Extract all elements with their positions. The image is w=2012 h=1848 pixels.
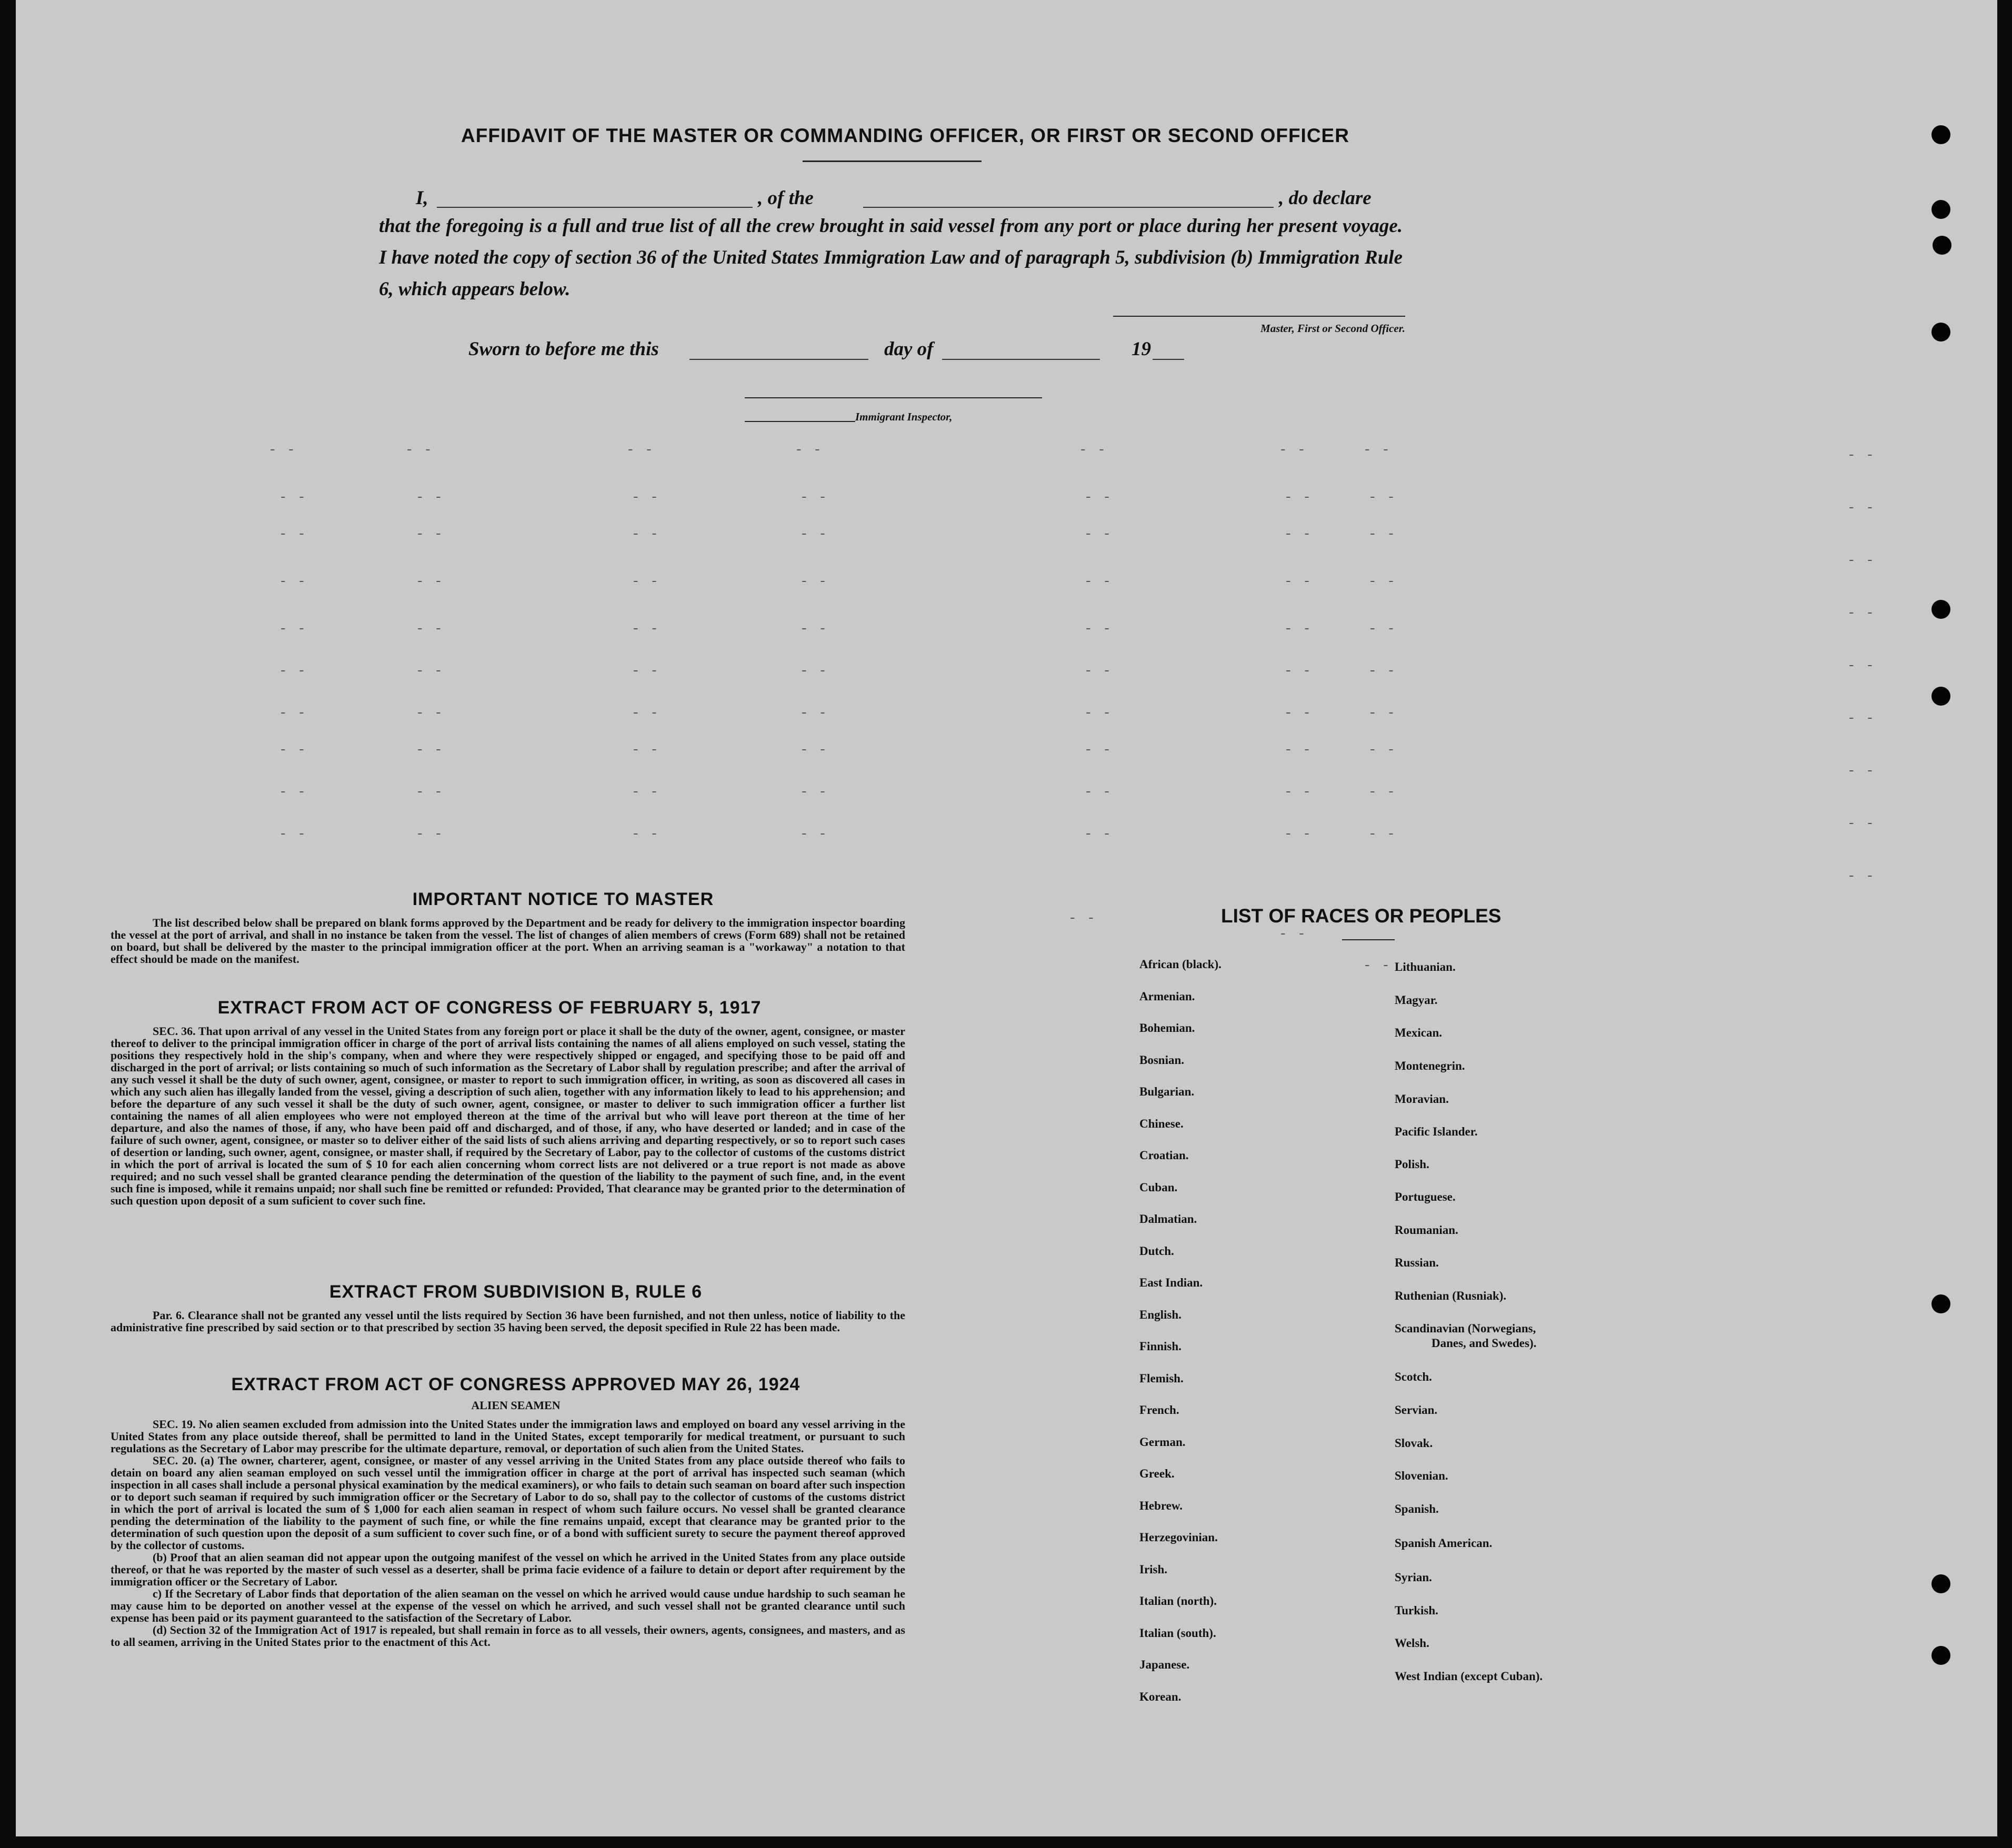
year-prefix-label: 19 bbox=[1132, 338, 1151, 360]
race-item: African (black). bbox=[1139, 958, 1222, 971]
race-item: French. bbox=[1139, 1403, 1179, 1417]
punch-hole bbox=[1931, 1294, 1950, 1313]
race-item: Russian. bbox=[1395, 1256, 1439, 1269]
race-item: Moravian. bbox=[1395, 1092, 1449, 1106]
race-item: Spanish. bbox=[1395, 1502, 1439, 1515]
race-item: Polish. bbox=[1395, 1158, 1429, 1171]
race-item: Dutch. bbox=[1139, 1244, 1174, 1258]
race-item: Dalmatian. bbox=[1139, 1212, 1197, 1226]
race-item: Mexican. bbox=[1395, 1026, 1443, 1039]
race-item: Cuban. bbox=[1139, 1180, 1178, 1194]
act-1917-paragraph: SEC. 36. That upon arrival of any vessel in the United States from any foreign port or place it shall be the duty of the owner, agent, consignee, or master thereof to deliver to the principal immigration officer in charge of the port of arrival lists containing the names of all aliens employed on such vessel, stating the positions they respectively hold in the ship's company, when and where they were respectively shipped or engaged, and specifying those to be paid off and discharged in the port of arrival; or lists containing so much of such information as the Secretary of Labor shall by regulation prescribe; and after the arrival of any such vessel it shall be the duty of such owner, agent, consignee, or master to report to such immigration officer, in writing, as soon as discovered all cases in which any such alien has illegally landed from the vessel, giving a description of such alien, together with any information likely to lead to his apprehension; and before the departure of any such vessel it shall be the duty of such owner, agent, consignee, or master to deliver to such immigration officer a further list containing the names of all alien employees who were not employed thereon at the time of the arrival but who will leave port thereon at the time of her departure, and also the names of those, if any, who have been paid off and discharged, and of those, if any, who have deserted or landed; and in case of the failure of such owner, agent, consignee, or master so to deliver either of the said lists of such aliens arriving and departing respectively, or so to report such cases of desertion or landing, such owner, agent, consignee, or master shall, if required by the Secretary of Labor, pay to the collector of customs of the customs district in which the port of arrival is located the sum of $ 10 for each alien concerning whom correct lists are not delivered or a true report is not made as above required; and no such vessel shall be granted clearance pending the determination of the question of the liability to the payment of such fine, and, in the event such fine is imposed, while it remains unpaid; nor shall such fine be remitted or refunded: Provided, That clearance may be granted prior to the determination of such question upon deposit of a sum suficient to cover such fine. bbox=[111, 1025, 905, 1207]
act-1924-title: EXTRACT FROM ACT OF CONGRESS APPROVED MAY 26, 1924 bbox=[231, 1374, 800, 1394]
race-item: Ruthenian (Rusniak). bbox=[1395, 1289, 1507, 1302]
of-the-label: , of the bbox=[758, 187, 814, 209]
race-item: West Indian (except Cuban). bbox=[1395, 1670, 1543, 1683]
races-title: LIST OF RACES OR PEOPLES bbox=[1221, 905, 1502, 927]
race-item: Lithuanian. bbox=[1395, 960, 1456, 973]
race-item: Danes, and Swedes). bbox=[1432, 1337, 1537, 1350]
day-of-label: day of bbox=[884, 338, 934, 360]
race-item: Bulgarian. bbox=[1139, 1085, 1195, 1098]
sworn-month-field[interactable] bbox=[942, 359, 1100, 360]
race-item: Armenian. bbox=[1139, 989, 1195, 1003]
punch-hole bbox=[1931, 600, 1950, 619]
vessel-name-field[interactable] bbox=[863, 207, 1274, 208]
race-item: Japanese. bbox=[1139, 1658, 1190, 1671]
race-item: Italian (south). bbox=[1139, 1626, 1216, 1640]
punch-hole bbox=[1933, 236, 1951, 255]
act-1917-title: EXTRACT FROM ACT OF CONGRESS OF FEBRUARY 5, 1917 bbox=[217, 998, 762, 1018]
race-item: Irish. bbox=[1139, 1562, 1168, 1576]
race-item: East Indian. bbox=[1139, 1276, 1203, 1289]
races-title-underline bbox=[1342, 939, 1395, 940]
race-item: Slovak. bbox=[1395, 1437, 1433, 1450]
act-1924-sec-20b: (b) Proof that an alien seaman did not appear upon the outgoing manifest of the vessel on which he arrived in the United States from any place outside thereof, or that he was reported by the master of such vessel as a deserter, shall be prima facie evidence of a failure to detain or deport after requirement by the immigration officer or the Secretary of Labor. bbox=[111, 1551, 905, 1588]
affidavit-body: that the foregoing is a full and true list of all the crew brought in said vessel from any port or place during her present voyage. I have noted the copy of section 36 of the United States Immigration Law and of paragraph 5, subdivision (b) Immigration Rule 6, which appears below. bbox=[379, 215, 1403, 300]
inspector-signature-line[interactable] bbox=[745, 397, 1042, 398]
act-1924-sec-20d: (d) Section 32 of the Immigration Act of 1917 is repealed, but shall remain in force as to all vessels, their owners, agents, consignees, and masters, and as to all seamen, arriving in the United States prior to the enactment of this Act. bbox=[111, 1623, 905, 1649]
race-item: Flemish. bbox=[1139, 1371, 1184, 1385]
race-item: Bosnian. bbox=[1139, 1053, 1185, 1067]
race-item: Syrian. bbox=[1395, 1571, 1432, 1584]
race-item: Magyar. bbox=[1395, 993, 1438, 1007]
race-item: Scandinavian (Norwegians, bbox=[1395, 1322, 1536, 1335]
do-declare-label: , do declare bbox=[1279, 187, 1372, 209]
race-item: Portuguese. bbox=[1395, 1190, 1456, 1203]
act-1924-sec-19: SEC. 19. No alien seamen excluded from admission into the United States under the immigration laws and employed on board any vessel arriving in the United States from any place outside thereof, shall be permitted to land in the United States, except temporarily for medical treatment, or pursuant to such regulations as the Secretary of Labor may prescribe for the ultimate departure, removal, or deportation of such alien from the United States. bbox=[111, 1418, 905, 1455]
sworn-label: Sworn to before me this bbox=[468, 338, 659, 360]
race-item: Greek. bbox=[1139, 1467, 1175, 1480]
race-item: Herzegovinian. bbox=[1139, 1531, 1218, 1544]
race-item: Roumanian. bbox=[1395, 1223, 1458, 1237]
race-item: Scotch. bbox=[1395, 1370, 1432, 1383]
punch-hole bbox=[1931, 1646, 1950, 1665]
race-item: Croatian. bbox=[1139, 1149, 1189, 1162]
declarant-name-field[interactable] bbox=[437, 207, 753, 208]
signature-line[interactable] bbox=[1113, 316, 1405, 317]
race-item: Korean. bbox=[1139, 1690, 1182, 1703]
act-1924-sec-20c: c) If the Secretary of Labor finds that deportation of the alien seaman on the vessel on which he arrived would cause undue hardship to such seaman he may cause him to be deported on another vessel at the expense of the vessel on which he arrived, and such vessel shall not be granted clearance until such expense has been paid or its payment guaranteed to the satisfaction of the Secretary of Labor. bbox=[111, 1587, 905, 1624]
race-item: Italian (north). bbox=[1139, 1594, 1217, 1608]
race-item: Hebrew. bbox=[1139, 1499, 1183, 1512]
rule-6-paragraph: Par. 6. Clearance shall not be granted any vessel until the lists required by Section 36 have been furnished, and not then unless, notice of liability to the administrative fine prescribed by said section or to that prescribed by section 35 having been served, the deposit specified in Rule 22 has been made. bbox=[111, 1309, 905, 1334]
sworn-day-field[interactable] bbox=[689, 359, 868, 360]
form-page: - - - - - - - - - - - - - - - - - - - - - - - - - - - - - - - - - - - - - - - - - - - - - - - - - - - - - - - - - - - - - - - - - - - - - - - - - - - - - - - - - - - - - - - - - - - - - - - - - - - - - - - - - - - - - - - - - - - - - - - - - - - - - - - - - - - - - - - - - - - - - - - - - - - - - - - - - - - - - - - - - - - - AFFIDAVIT OF THE MASTER OR COMMANDING OFFICER, OR FIRST OR SECOND OFFICER I, , of the , do declare that the foregoing is a full and true list of all the crew brought in said vessel from any port or place during her present voyage. I have noted the copy of section 36 of the United States Immigration Law and of paragraph 5, subdivision (b) Immigration Rule 6, which appears below. Master, First or Second Officer. Sworn to before me this day of 19 Immigrant Inspector, IMPORTANT NOTICE TO MASTER The list described below shall be prepared on blank forms approved by the Department and be ready for delivery to the immigration inspector boarding the vessel at the port of arrival, and shall in no instance be taken from the vessel. The list of changes of alien members of crews (Form 689) shall not be retained on board, but shall be delivered by the master to the principal immigration officer at the port. When an arriving seaman is a "workaway" a notation to that effect should be made on the manifest. EXTRACT FROM ACT OF CONGRESS OF FEBRUARY 5, 1917 SEC. 36. That upon arrival of any vessel in the United States from any foreign port or place it shall be the duty of the owner, agent, consignee, or master thereof to deliver to the principal immigration officer in charge of the port of arrival lists containing the names of all aliens employed on such vessel, stating the positions they respectively hold in the ship's company, when and where they were respectively shipped or engaged, and specifying those to be paid off and discharged in the port of arrival; or lists containing so much of such information as the Secretary of Labor shall by regulation prescribe; and after the arrival of any such vessel it shall be the duty of such owner, agent, consignee, or master to report to such immigration officer, in writing, as soon as discovered all cases in which any such alien has illegally landed from the vessel, giving a description of such alien, together with any information likely to lead to his apprehension; and before the departure of any such vessel it shall be the duty of such owner, agent, consignee, or master to deliver to such immigration officer a further list containing the names of all alien employees who were not employed thereon at the time of the arrival but who will leave port thereon at the time of her departure, and also the names of those, if any, who have been paid off and discharged, and of those, if any, who have deserted or landed; and in case of the failure of such owner, agent, consignee, or master so to deliver either of the said lists of such aliens arriving and departing respectively, or so to report such cases of desertion or landing, such owner, agent, consignee, or master shall, if required by the Secretary of Labor, pay to the collector of customs of the customs district in which the port of arrival is located the sum of $ 10 for each alien concerning whom correct lists are not delivered or a true report is not made as above required; and no such vessel shall be granted clearance pending the determination of the question of the liability to the payment of such fine, and, in the event such fine is imposed, while it remains unpaid; nor shall such fine be remitted or refunded: Provided, That clearance may be granted prior to the determination of such question upon deposit of a sum suficient to cover such fine. EXTRACT FROM SUBDIVISION B, RULE 6 Par. 6. Clearance shall not be granted any vessel until the lists required by Section 36 have been furnished, and not then unless, notice of liability to the administrative fine prescribed by said section or to that prescribed by section 35 having been served, the deposit specified in Rule 22 has been made. EXTRACT FROM ACT OF CONGRESS APPROVED MAY 26, 1924 ALIEN SEAMEN SEC. 19. No alien seamen excluded from admission into the United States under the immigration laws and employed on board any vessel arriving in the United States from any place outside thereof, shall be permitted to land in the United States, except temporarily for medical treatment, or pursuant to such regulations as the Secretary of Labor may prescribe for the ultimate departure, removal, or deportation of such alien from the United States. SEC. 20. (a) The owner, charterer, agent, consignee, or master of any vessel arriving in the United States from any place outside thereof who fails to detain on board any alien seaman employed on such vessel until the immigration officer in charge at the port of arrival has inspected such seaman (which inspection in all cases shall include a personal physical examination by the medical examiners), or who fails to detain such seaman on board after such inspection or to deport such seaman if required by such immigration officer or the Secretary of Labor to do so, shall pay to the collector of customs of the customs district in which the port of arrival is located the sum of $ 1,000 for each alien seaman in respect of whom such failure occurs. No vessel shall be granted clearance pending the determination of the liability to the payment of such fine, or while the fine remains unpaid, except that clearance may be granted prior to the determination of such question upon the deposit of a sum sufficient to cover such fine, or of a bond with sufficient surety to secure the payment thereof approved by the collector of customs. (b) Proof that an alien seaman did not appear upon the outgoing manifest of the vessel on which he arrived in the United States from any place outside thereof, or that he was reported by the master of such vessel as a deserter, shall be prima facie evidence of a failure to detain or deport after requirement by the immigration officer or the Secretary of Labor. c) If the Secretary of Labor finds that deportation of the alien seaman on the vessel on which he arrived would cause undue hardship to such seaman he may cause him to be deported on another vessel at the expense of the vessel on which he arrived, and such vessel shall not be granted clearance until such expense has been paid or its payment guaranteed to the satisfaction of the Secretary of Labor. (d) Section 32 of the Immigration Act of 1917 is repealed, but shall remain in force as to all vessels, their owners, agents, consignees, and masters, and as to all seamen, arriving in the United States prior to the enactment of this Act. LIST OF RACES OR PEOPLES African (black). Armenian. Bohemian. Bosnian. Bulgarian. Chinese. Croatian. Cuban. Dalmatian. Dutch. East Indian. English. Finnish. Flemish. French. German. Greek. Hebrew. Herzegovinian. Irish. Italian (north). Italian (south). Japanese. Korean. Lithuanian. Magyar. Mexican. Montenegrin. Moravian. Pacific Islander. Polish. Portuguese. Roumanian. Russian. Ruthenian (Rusniak). Scandinavian (Norwegians, Danes, and Swedes). Scotch. Servian. Slovak. Slovenian. Spanish. Spanish American. Syrian. Turkish. Welsh. West Indian (except Cuban). bbox=[16, 0, 1997, 1836]
race-item: Finnish. bbox=[1139, 1340, 1182, 1353]
heading-underline bbox=[803, 160, 982, 162]
race-item: Slovenian. bbox=[1395, 1469, 1448, 1482]
notice-paragraph: The list described below shall be prepared on blank forms approved by the Department and be ready for delivery to the immigration inspector boarding the vessel at the port of arrival, and shall in no instance be taken from the vessel. The list of changes of alien members of crews (Form 689) shall not be retained on board, but shall be delivered by the master to the principal immigration officer at the port. When an arriving seaman is a "workaway" a notation to that effect should be made on the manifest. bbox=[111, 916, 905, 966]
notice-text bbox=[111, 917, 905, 965]
declaration-line bbox=[416, 187, 1405, 213]
race-item: Montenegrin. bbox=[1395, 1059, 1465, 1072]
punch-hole bbox=[1931, 687, 1950, 706]
race-item: Pacific Islander. bbox=[1395, 1125, 1478, 1138]
punch-hole bbox=[1931, 200, 1950, 219]
race-item: Bohemian. bbox=[1139, 1021, 1195, 1035]
declarant-prefix: I, bbox=[416, 187, 428, 209]
race-item: German. bbox=[1139, 1435, 1186, 1449]
punch-hole bbox=[1931, 1574, 1950, 1593]
race-item: Spanish American. bbox=[1395, 1536, 1493, 1550]
rule-6-text bbox=[111, 1309, 905, 1333]
signature-title: Master, First or Second Officer. bbox=[1260, 322, 1405, 335]
race-item: English. bbox=[1139, 1308, 1182, 1321]
act-1924-subtitle: ALIEN SEAMEN bbox=[471, 1399, 560, 1412]
punch-hole bbox=[1931, 125, 1950, 144]
notice-title: IMPORTANT NOTICE TO MASTER bbox=[412, 889, 714, 909]
race-item: Welsh. bbox=[1395, 1636, 1429, 1650]
race-item: Servian. bbox=[1395, 1403, 1438, 1417]
race-item: Turkish. bbox=[1395, 1604, 1438, 1617]
inspector-label: Immigrant Inspector, bbox=[855, 410, 953, 423]
act-1924-sec-20a: SEC. 20. (a) The owner, charterer, agent, consignee, or master of any vessel arriving in the United States from any place outside thereof who fails to detain on board any alien seaman employed on such vessel until the immigration officer in charge at the port of arrival has inspected such seaman (which inspection in all cases shall include a personal physical examination by the medical examiners), or who fails to detain such seaman on board after such inspection or to deport such seaman if required by such immigration officer or the Secretary of Labor to do so, shall pay to the collector of customs of the customs district in which the port of arrival is located the sum of $ 1,000 for each alien seaman in respect of whom such failure occurs. No vessel shall be granted clearance pending the determination of the liability to the payment of such fine, or while the fine remains unpaid, except that clearance may be granted prior to the determination of such question upon the deposit of a sum sufficient to cover such fine, or of a bond with sufficient surety to secure the payment thereof approved by the collector of customs. bbox=[111, 1454, 905, 1552]
act-1917-text bbox=[111, 1025, 905, 1207]
affidavit-heading: AFFIDAVIT OF THE MASTER OR COMMANDING OFFICER, OR FIRST OR SECOND OFFICER bbox=[461, 125, 1349, 146]
act-1924-text bbox=[111, 1418, 905, 1648]
race-item: Chinese. bbox=[1139, 1117, 1184, 1130]
rule-6-title: EXTRACT FROM SUBDIVISION B, RULE 6 bbox=[329, 1282, 703, 1302]
sworn-year-field[interactable] bbox=[1153, 359, 1184, 360]
sworn-line bbox=[468, 338, 1205, 364]
inspector-signature-line-2 bbox=[745, 421, 855, 422]
punch-hole bbox=[1931, 323, 1950, 342]
